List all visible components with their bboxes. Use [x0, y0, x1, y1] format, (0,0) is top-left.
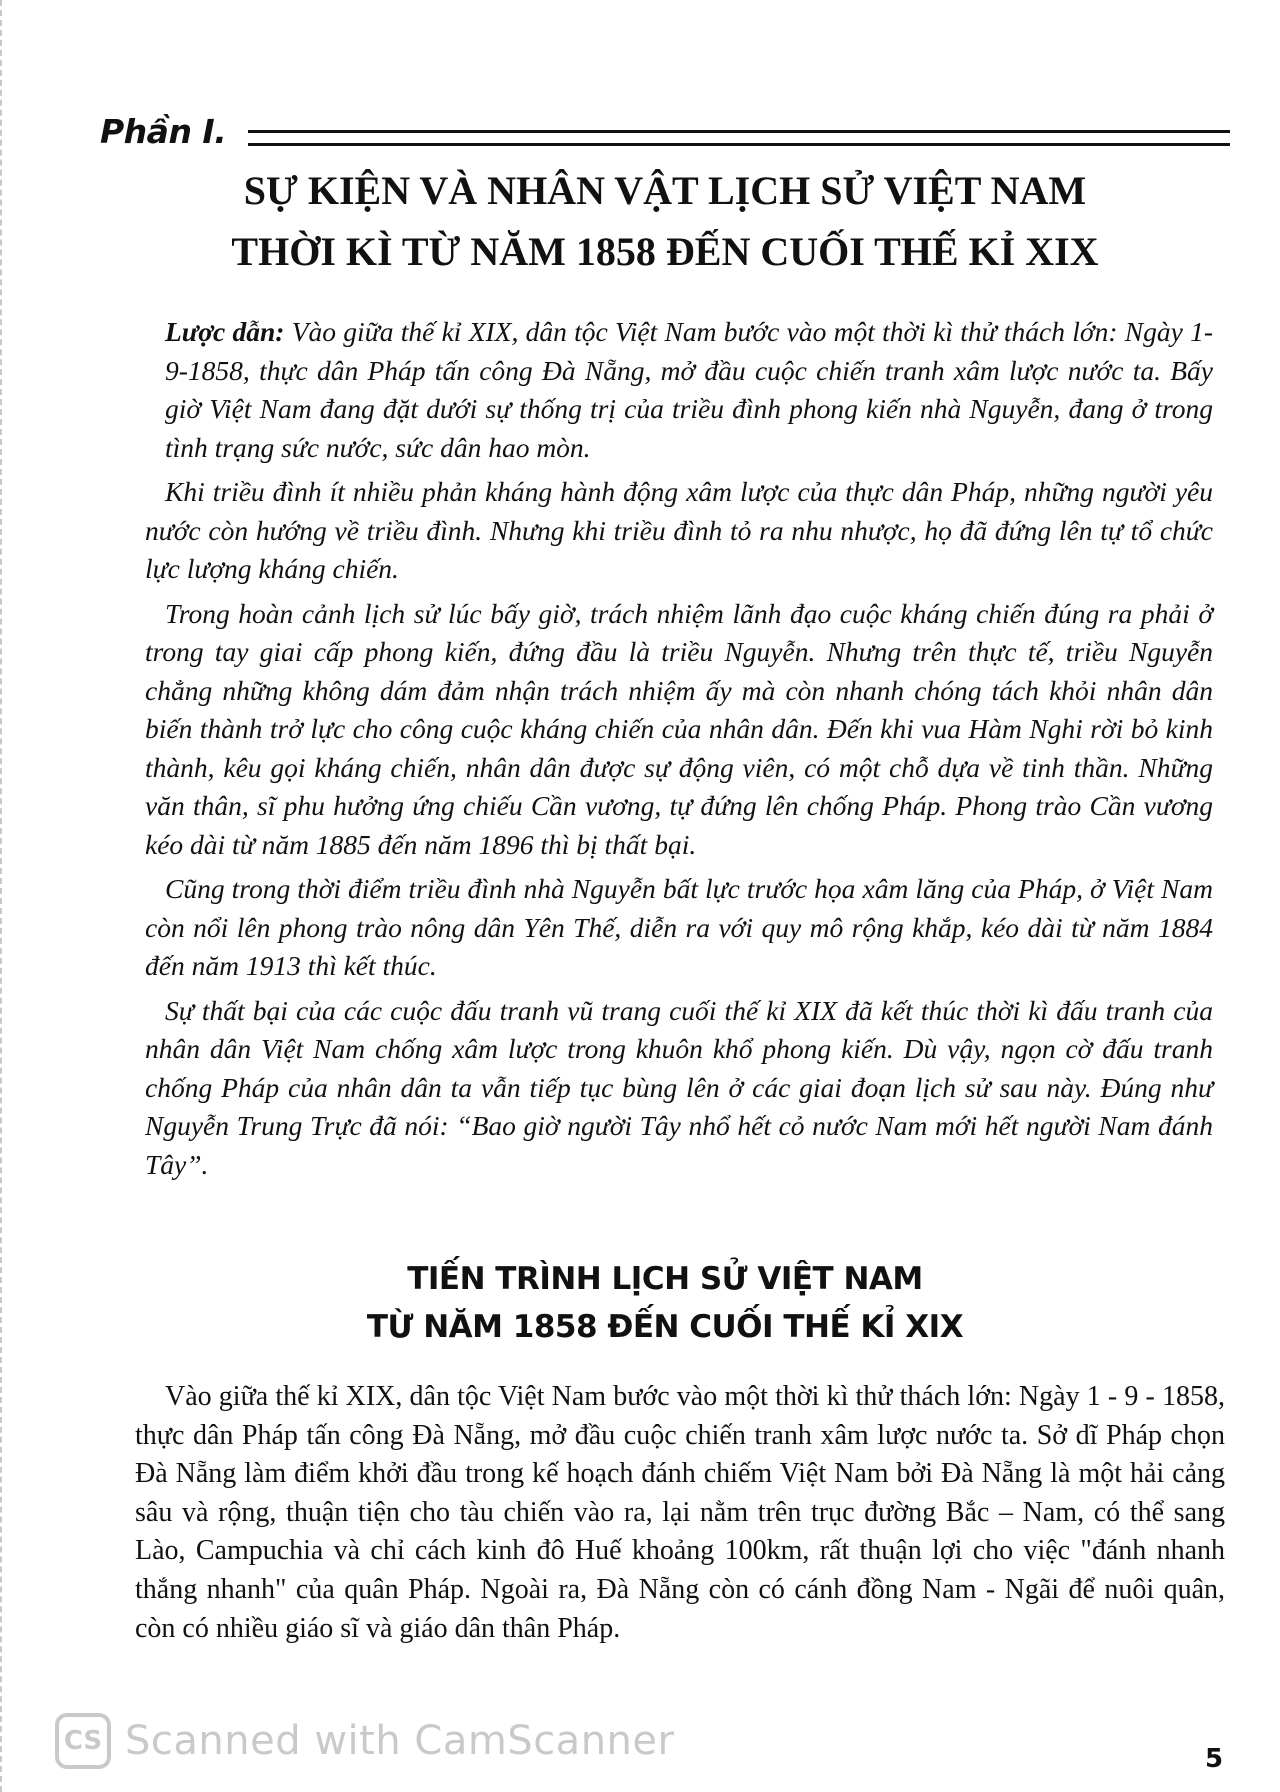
- intro-lead-label: Lược dẫn:: [165, 316, 285, 347]
- main-title-line-2: THỜI KÌ TỪ NĂM 1858 ĐẾN CUỐI THẾ KỈ XIX: [231, 229, 1099, 274]
- intro-paragraph-2: Khi triều đình ít nhiều phản kháng hành động xâm lược của thực dân Pháp, những người yêu nước còn hướng về triều đình. Nhưng khi triều đình tỏ ra nhu nhược, họ đã đứng lên tự tổ chức lực lượng kháng chiến.: [145, 476, 1213, 584]
- body-section: [135, 1378, 1225, 1648]
- intro-paragraph-4: Cũng trong thời điểm triều đình nhà Nguyễn bất lực trước họa xâm lăng của Pháp, ở Việt Nam còn nổi lên phong trào nông dân Yên Thế, diễn ra với quy mô rộng khắp, kéo dài từ năm 1884 đến năm 1913 thì kết thúc.: [145, 873, 1213, 981]
- intro-section: [145, 313, 1213, 1190]
- intro-paragraph-5: Sự thất bại của các cuộc đấu tranh vũ trang cuối thế kỉ XIX đã kết thúc thời kì đấu tranh của nhân dân Việt Nam chống xâm lược trong khuôn khổ phong kiến. Dù vậy, ngọn cờ đấu tranh chống Pháp của nhân dân ta vẫn tiếp tục bùng lên ở các giai đoạn lịch sử sau này. Đúng như Nguyễn Trung Trực đã nói: “Bao giờ người Tây nhổ hết cỏ nước Nam mới hết người Nam đánh Tây”.: [145, 994, 1213, 1180]
- part-header: [100, 112, 1230, 152]
- intro-paragraph-1: [165, 313, 1213, 467]
- main-title-line-1: SỰ KIỆN VÀ NHÂN VẬT LỊCH SỬ VIỆT NAM: [243, 168, 1087, 213]
- intro-paragraph-1-text: Vào giữa thế kỉ XIX, dân tộc Việt Nam bước vào một thời kì thử thách lớn: Ngày 1-9-1858, thực dân Pháp tấn công Đà Nẵng, mở đầu cuộc chiến tranh xâm lược nước ta. Bấy giờ Việt Nam đang đặt dưới sự thống trị của triều đình phong kiến nhà Nguyễn, đang ở trong tình trạng sức nước, sức dân hao mòn.: [165, 316, 1213, 463]
- page-number: 5: [1205, 1744, 1224, 1774]
- scan-edge: [0, 0, 6, 1792]
- section-title-line-2: TỪ NĂM 1858 ĐẾN CUỐI THẾ KỈ XIX: [366, 1309, 964, 1345]
- section-title-line-1: TIẾN TRÌNH LỊCH SỬ VIỆT NAM: [407, 1261, 923, 1297]
- part-label: Phần I.: [100, 112, 227, 151]
- body-paragraph-1: Vào giữa thế kỉ XIX, dân tộc Việt Nam bước vào một thời kì thử thách lớn: Ngày 1 - 9 - 1858, thực dân Pháp tấn công Đà Nẵng, mở đầu cuộc chiến tranh xâm lược nước ta. Sở dĩ Pháp chọn Đà Nẵng làm điểm khởi đầu trong kế hoạch đánh chiếm Việt Nam bởi Đà Nẵng là một hải cảng sâu và rộng, thuận tiện cho tàu chiến vào ra, lại nằm trên trục đường Bắc – Nam, có thể sang Lào, Campuchia và chỉ cách kinh đô Huế khoảng 100km, rất thuận lợi cho việc "đánh nhanh thắng nhanh" của quân Pháp. Ngoài ra, Đà Nẵng còn có cánh đồng Nam - Ngãi để nuôi quân, còn có nhiều giáo sĩ và giáo dân thân Pháp.: [135, 1381, 1225, 1644]
- intro-paragraph-3: Trong hoàn cảnh lịch sử lúc bấy giờ, trách nhiệm lãnh đạo cuộc kháng chiến đúng ra phải ở trong tay giai cấp phong kiến, đứng đầu là triều Nguyễn. Nhưng trên thực tế, triều Nguyễn chẳng những không dám đảm nhận trách nhiệm ấy mà còn nhanh chóng tách khỏi nhân dân biến thành trở lực cho công cuộc kháng chiến của nhân dân. Đến khi vua Hàm Nghi rời bỏ kinh thành, kêu gọi kháng chiến, nhân dân được sự động viên, có một chỗ dựa về tinh thần. Những văn thân, sĩ phu hưởng ứng chiếu Cần vương, tự đứng lên chống Pháp. Phong trào Cần vương kéo dài từ năm 1885 đến năm 1896 thì bị thất bại.: [145, 597, 1213, 860]
- section-title: [100, 1255, 1230, 1351]
- part-rule: [248, 130, 1230, 146]
- camscanner-logo-icon: CS: [55, 1713, 111, 1769]
- camscanner-watermark: [55, 1711, 674, 1771]
- main-title: [100, 160, 1230, 282]
- camscanner-text: Scanned with CamScanner: [125, 1718, 675, 1764]
